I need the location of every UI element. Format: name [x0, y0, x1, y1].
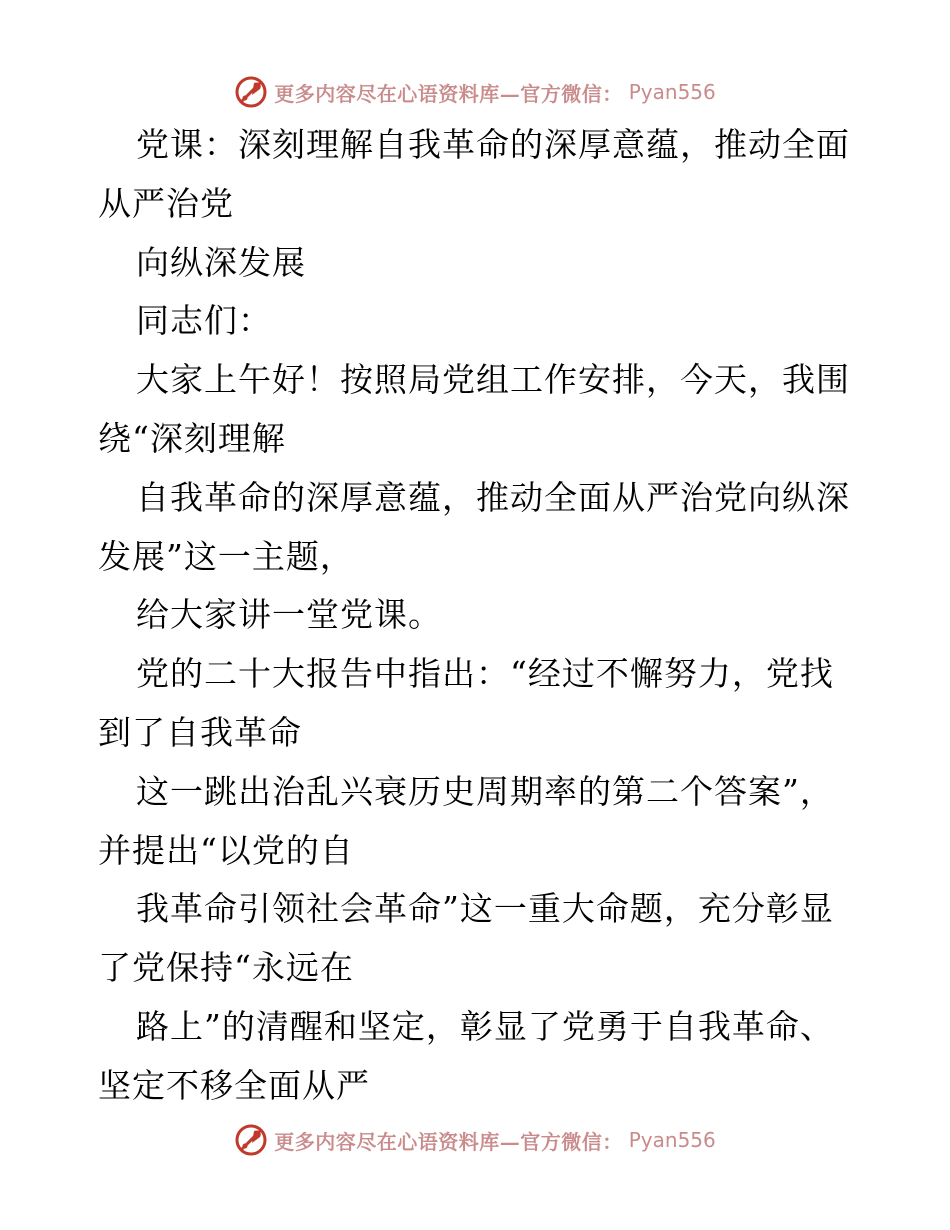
text-line: 向纵深发展 [136, 242, 306, 282]
header-banner-text: 更多内容尽在心语资料库—官方微信： [274, 81, 623, 106]
text-line: 党的二十大报告中指出：“经过不懈努力，党找 [136, 654, 834, 694]
text-line: 绕“深刻理解 [98, 418, 286, 458]
text-line: 从严治党 [98, 183, 234, 223]
text-line: 我革命引领社会革命”这一重大命题，充分彰显 [136, 889, 834, 929]
text-line: 并提出“以党的自 [98, 830, 354, 870]
document-body [98, 116, 858, 1116]
text-line: 坚定不移全面从严 [98, 1065, 370, 1105]
text-line: 路上”的清醒和坚定，彰显了党勇于自我革命、 [136, 1006, 834, 1046]
footer-banner-text: 更多内容尽在心语资料库—官方微信： [274, 1129, 623, 1154]
text-line: 给大家讲一堂党课。 [136, 595, 442, 635]
text-line: 大家上午好！按照局党组工作安排，今天，我围 [136, 360, 850, 400]
text-line: 到了自我革命 [98, 712, 302, 752]
footer-wechat-id: Pyan556 [628, 1128, 716, 1152]
text-line: 党课：深刻理解自我革命的深厚意蕴，推动全面 [136, 125, 850, 164]
text-line: 这一跳出治乱兴衰历史周期率的第二个答案”， [136, 771, 834, 811]
text-line: 同志们： [136, 301, 272, 341]
quill-seal-icon [234, 1123, 268, 1157]
text-line: 自我革命的深厚意蕴，推动全面从严治党向纵深 [136, 477, 850, 517]
text-line: 了党保持“永远在 [98, 948, 354, 988]
quill-seal-icon [234, 75, 268, 109]
header-banner [0, 70, 950, 114]
header-wechat-id: Pyan556 [628, 80, 716, 104]
footer-banner [0, 1118, 950, 1162]
text-line: 发展”这一主题， [98, 536, 354, 576]
